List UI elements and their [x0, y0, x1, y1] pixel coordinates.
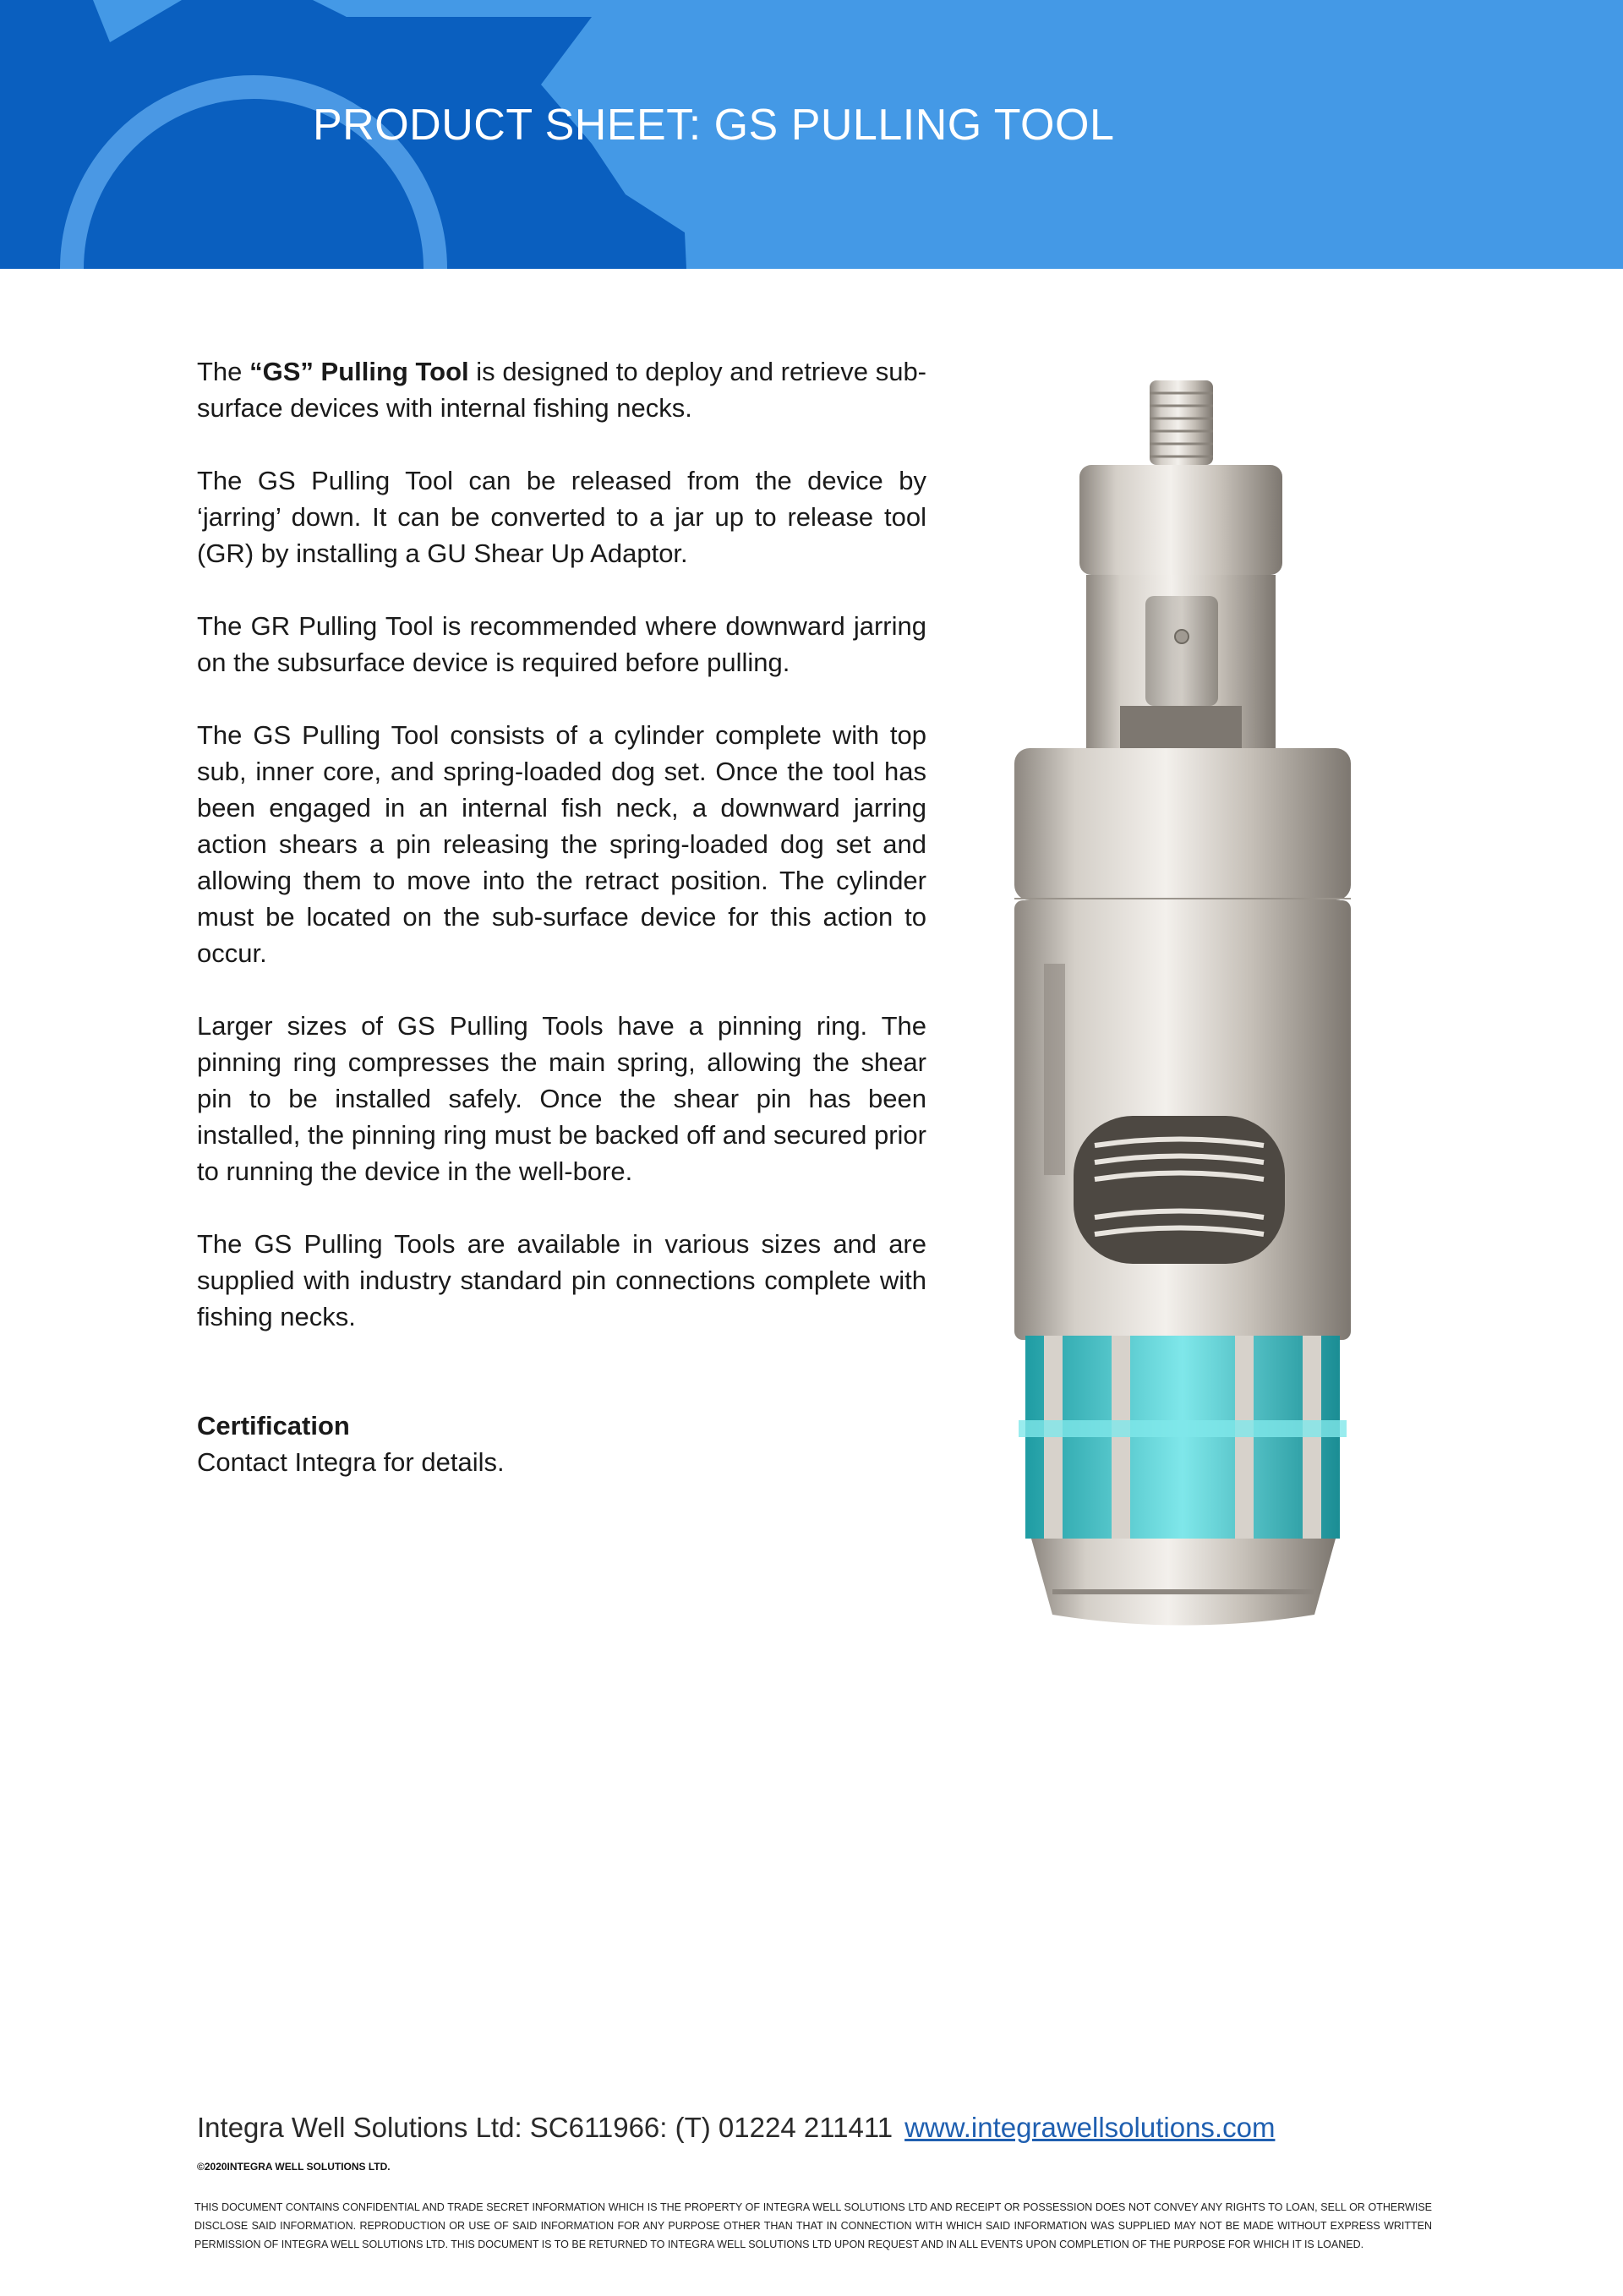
certification-heading: Certification [197, 1411, 350, 1440]
header-banner [0, 0, 1623, 269]
company-contact-line [197, 2112, 1465, 2144]
intro-suffix: is designed to deploy and retrieve sub-surface devices with internal fishing necks. [197, 357, 927, 423]
confidentiality-disclaimer: THIS DOCUMENT CONTAINS CONFIDENTIAL AND TRADE SECRET INFORMATION WHICH IS THE PROPERTY OF INTEGRA WELL SOLUTIONS LTD AND RECEIPT OR POSSESSION DOES NOT CONVEY ANY RIGHTS TO LOAN, SELL OR OTHERWISE DISCLOSE SAID INFORMATION. REPRODUCTION OR USE OF SAID INFORMATION FOR ANY PURPOSE OTHER THAN THAT IN CONNECTION WITH WHICH SAID INFORMATION WAS SUPPLIED MAY NOT BE MADE WITHOUT EXPRESS WRITTEN PERMISSION OF INTEGRA WELL SOLUTIONS LTD. THIS DOCUMENT IS TO BE RETURNED TO INTEGRA WELL SOLUTIONS LTD UPON REQUEST AND IN ALL EVENTS UPON COMPLETION OF THE PURPOSE FOR WHICH IT IS LOANED. [194, 2201, 1432, 2250]
product-name: “GS” Pulling Tool [249, 357, 469, 386]
product-description [197, 353, 926, 1480]
page-title: PRODUCT SHEET: GS PULLING TOOL [313, 101, 1115, 150]
website-link[interactable]: www.integrawellsolutions.com [904, 2112, 1276, 2143]
paragraph-release: The GS Pulling Tool can be released from the device by ‘jarring’ down. It can be converted to a jar up to release tool (GR) by installing a GU Shear Up Adaptor. [197, 466, 926, 568]
intro-prefix: The [197, 357, 250, 386]
intro-paragraph [197, 353, 926, 426]
paragraph-sizes: The GS Pulling Tools are available in various sizes and are supplied with industry standard pin connections complete with fishing necks. [197, 1229, 926, 1331]
gs-pulling-tool-image [993, 372, 1374, 1640]
certification-text: Contact Integra for details. [197, 1447, 505, 1477]
paragraph-construction: The GS Pulling Tool consists of a cylinder complete with top sub, inner core, and spring-loaded dog set. Once the tool has been engaged in an internal fish neck, a downward jarring action shears a pin releasing the spring-loaded dog set and allowing them to move into the retract position. The cylinder must be located on the sub-surface device for this action to occur. [197, 720, 926, 968]
paragraph-pinning-ring: Larger sizes of GS Pulling Tools have a pinning ring. The pinning ring compresses the main spring, allowing the shear pin to be installed safely. Once the shear pin has been installed, the pinning ring must be backed off and secured prior to running the device in the well-bore. [197, 1011, 926, 1186]
company-details: Integra Well Solutions Ltd: SC611966: (T) 01224 211411 [197, 2112, 893, 2143]
copyright-notice: ©2020INTEGRA WELL SOLUTIONS LTD. [197, 2161, 391, 2173]
paragraph-gr-tool: The GR Pulling Tool is recommended where downward jarring on the subsurface device is required before pulling. [197, 611, 926, 677]
